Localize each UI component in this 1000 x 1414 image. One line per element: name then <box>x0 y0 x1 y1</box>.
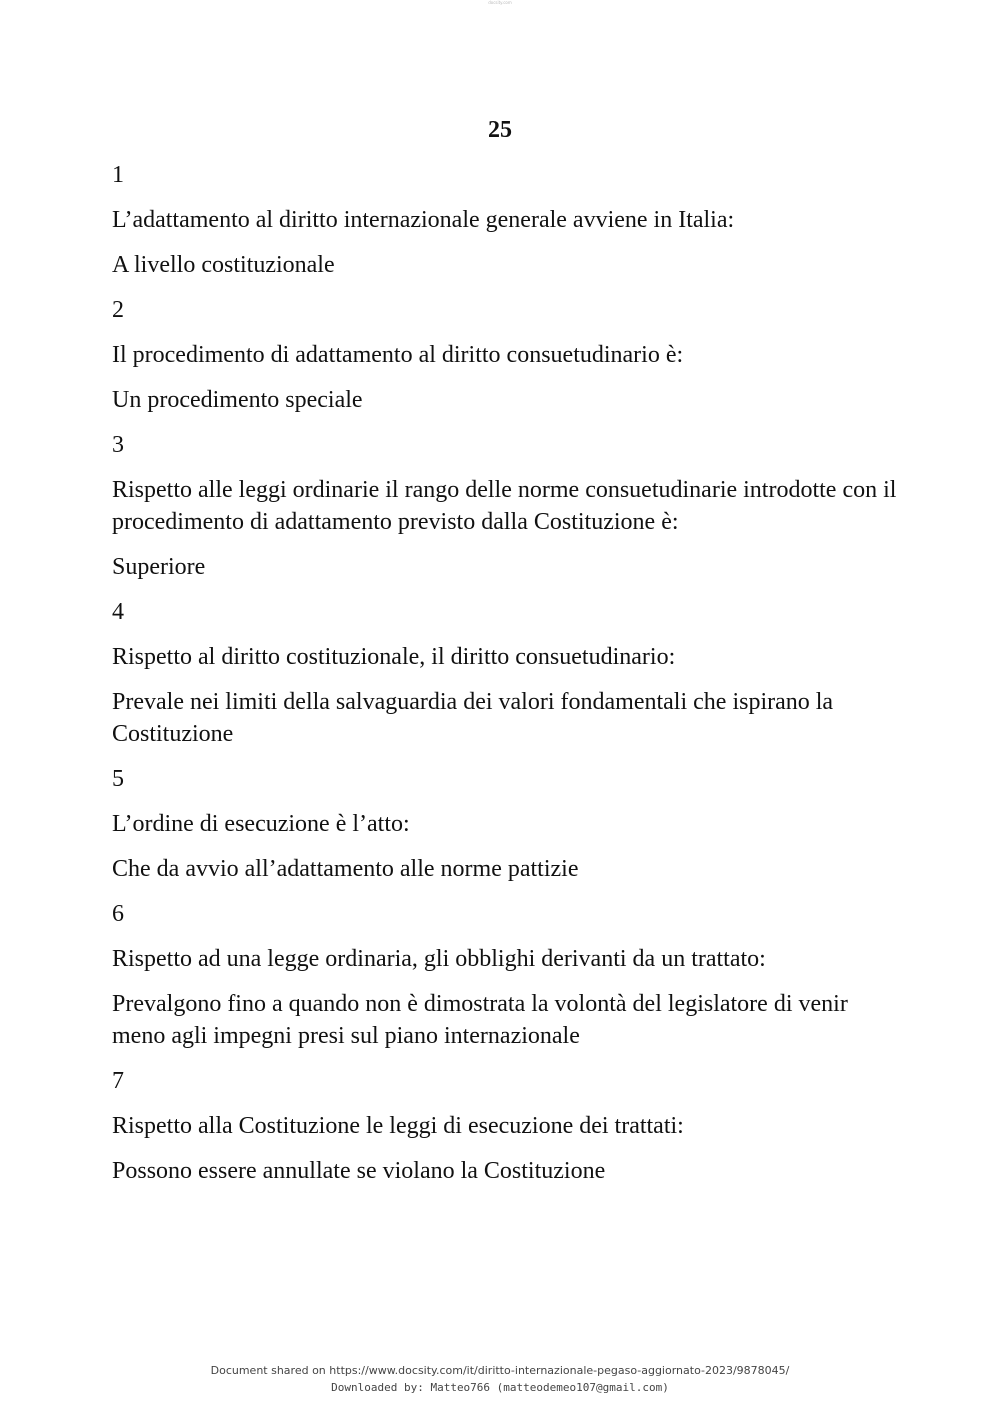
question-number: 6 <box>112 901 124 927</box>
question-text: L’adattamento al diritto internazionale generale avviene in Italia: <box>112 207 735 233</box>
question-text: Rispetto alle leggi ordinarie il rango delle norme consuetudinarie introdotte con il procedimento di adattamento previsto dalla Costituzione è: <box>112 477 897 535</box>
question-answer: Superiore <box>112 554 206 580</box>
question-text: Rispetto al diritto costituzionale, il diritto consuetudinario: <box>112 644 676 670</box>
question-text: Il procedimento di adattamento al diritto consuetudinario è: <box>112 342 684 368</box>
question-answer: Prevale nei limiti della salvaguardia dei valori fondamentali che ispirano la Costituzione <box>112 689 834 747</box>
question-number: 5 <box>112 766 124 792</box>
question-item <box>112 596 902 750</box>
docsity-watermark: docsity.com <box>488 0 512 5</box>
question-answer: Possono essere annullate se violano la Costituzione <box>112 1158 606 1184</box>
question-number: 4 <box>112 599 124 625</box>
question-number: 3 <box>112 432 124 458</box>
question-number: 1 <box>112 162 124 188</box>
question-item <box>112 763 902 885</box>
question-item <box>112 1065 902 1187</box>
question-text: Rispetto alla Costituzione le leggi di esecuzione dei trattati: <box>112 1113 684 1139</box>
question-number: 2 <box>112 297 124 323</box>
question-item <box>112 429 902 583</box>
question-answer: Prevalgono fino a quando non è dimostrata la volontà del legislatore di venir meno agli impegni presi sul piano internazionale <box>112 991 848 1049</box>
question-item <box>112 294 902 416</box>
question-item <box>112 159 902 281</box>
footer-download-info: Downloaded by: Matteo766 (matteodemeo107@gmail.com) <box>331 1381 669 1394</box>
question-number: 7 <box>112 1068 124 1094</box>
question-answer: A livello costituzionale <box>112 252 335 278</box>
question-item <box>112 898 902 1052</box>
question-text: L’ordine di esecuzione è l’atto: <box>112 811 410 837</box>
question-answer: Che da avvio all’adattamento alle norme pattizie <box>112 856 579 882</box>
page-number: 25 <box>488 117 512 143</box>
question-answer: Un procedimento speciale <box>112 387 363 413</box>
footer-shared-link[interactable]: Document shared on https://www.docsity.com/it/diritto-internazionale-pegaso-aggiornato-2023/9878045/ <box>210 1364 790 1377</box>
question-text: Rispetto ad una legge ordinaria, gli obblighi derivanti da un trattato: <box>112 946 766 972</box>
question-list <box>112 159 902 1200</box>
